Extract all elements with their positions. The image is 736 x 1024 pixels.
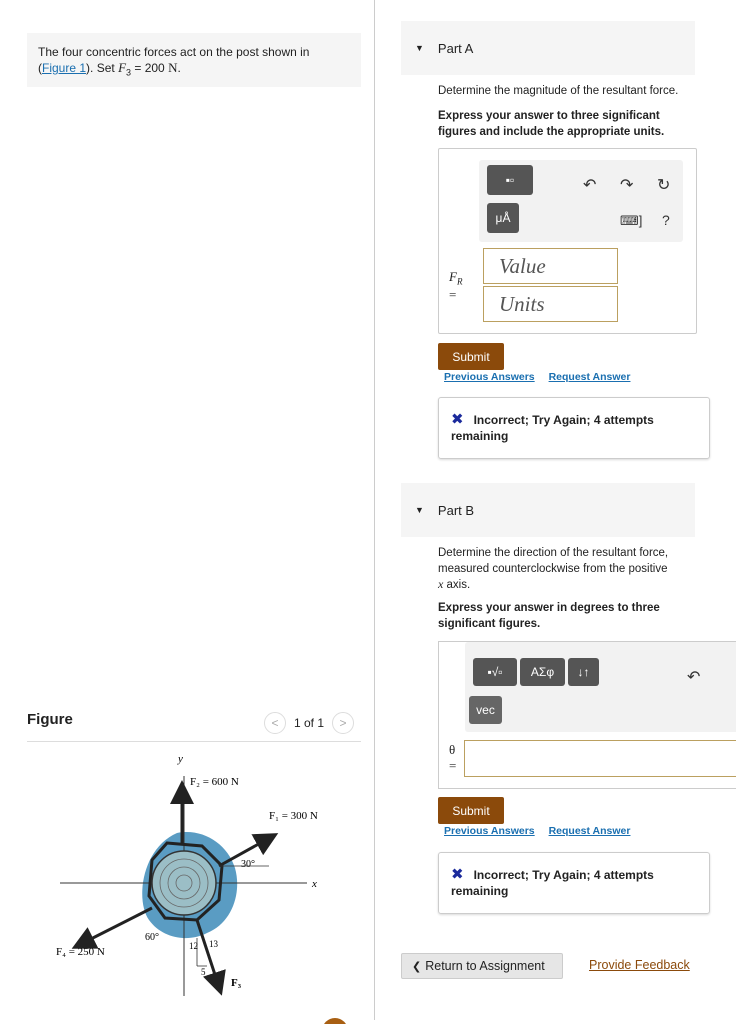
problem-period: . xyxy=(177,61,181,75)
theta-symbol: θ xyxy=(449,742,456,757)
f3-symbol: F xyxy=(118,60,127,75)
incorrect-icon: ✖ xyxy=(451,411,464,428)
figure-divider xyxy=(27,741,361,742)
redo-icon[interactable]: ↷ xyxy=(620,177,634,194)
slope-5-label: 5 xyxy=(201,967,206,977)
angle-30-label: 30° xyxy=(241,859,255,870)
undo-icon[interactable]: ↶ xyxy=(583,177,597,194)
x-variable: x xyxy=(438,577,444,591)
f2-label: F₂ = 600 N xyxy=(190,776,239,788)
problem-text-after: ). Set xyxy=(86,61,115,75)
x-axis-label: x xyxy=(312,878,317,890)
f1-label: F₁ = 300 N xyxy=(269,810,318,822)
part-a-feedback-text: Incorrect; Try Again; 4 attempts remaining xyxy=(451,413,654,443)
units-button[interactable]: μÅ xyxy=(487,203,519,233)
f4-label: F₄ = 250 N xyxy=(56,946,105,958)
f3-value: = 200 xyxy=(131,61,169,75)
arrows-button[interactable]: ↓↑ xyxy=(568,658,599,686)
problem-text: The four concentric forces act on the post shown in xyxy=(38,45,310,59)
undo-icon[interactable]: ↶ xyxy=(687,669,701,686)
units-input[interactable]: Units xyxy=(483,286,618,322)
part-b-links xyxy=(444,825,641,837)
column-divider xyxy=(374,0,375,1020)
fr-symbol: F xyxy=(449,269,457,284)
return-to-assignment-button[interactable] xyxy=(401,953,563,979)
provide-feedback-link[interactable]: Provide Feedback xyxy=(589,958,690,972)
part-b-request-answer-link[interactable]: Request Answer xyxy=(548,825,631,837)
figure-link[interactable]: Figure 1 xyxy=(42,61,87,75)
incorrect-icon: ✖ xyxy=(451,866,464,883)
part-b-feedback-text: Incorrect; Try Again; 4 attempts remaining xyxy=(451,868,654,898)
keyboard-icon[interactable]: ⌨] xyxy=(620,213,643,228)
prev-figure-button[interactable]: < xyxy=(264,712,286,734)
theta-equals: = xyxy=(449,758,457,773)
reset-icon[interactable]: ↻ xyxy=(657,177,671,194)
f3-subscript: 3 xyxy=(126,67,132,78)
f3-label: F₃ xyxy=(231,977,242,989)
f4-arrow xyxy=(77,908,152,946)
help-icon[interactable]: ? xyxy=(662,212,670,228)
problem-statement xyxy=(27,33,361,87)
part-b-toolbar xyxy=(465,642,736,732)
collapse-icon[interactable]: ▼ xyxy=(415,505,424,515)
part-a-feedback xyxy=(438,397,710,459)
fr-equals: = xyxy=(449,287,457,302)
figure-title: Figure xyxy=(27,711,73,728)
part-a-question: Determine the magnitude of the resultant force. xyxy=(438,85,679,97)
fr-label xyxy=(449,269,462,287)
part-a-instruction: Express your answer to three significant figures and include the appropriate units. xyxy=(438,110,665,138)
part-b-question-text: Determine the direction of the resultant force, measured counterclockwise from the positive xyxy=(438,547,669,575)
y-axis-label: y xyxy=(178,753,183,765)
greek-button[interactable]: ΑΣφ xyxy=(520,658,565,686)
part-b-question-end: axis. xyxy=(443,579,471,591)
collapse-icon[interactable]: ▼ xyxy=(415,43,424,53)
f3-unit: N xyxy=(168,60,178,75)
part-b-question xyxy=(438,546,700,594)
part-b-header[interactable] xyxy=(401,483,695,537)
part-a-label: Part A xyxy=(437,40,474,56)
part-a-previous-answers-link[interactable]: Previous Answers xyxy=(444,371,535,383)
slope-12-label: 12 xyxy=(189,941,198,951)
figure-pager xyxy=(264,712,354,734)
template-sqrt-button[interactable]: ▪√▫ xyxy=(473,658,517,686)
part-a-submit-button[interactable]: Submit xyxy=(438,343,504,370)
vec-button[interactable]: vec xyxy=(469,696,502,724)
pager-text: 1 of 1 xyxy=(294,716,325,730)
return-label: Return to Assignment xyxy=(425,959,545,973)
help-bubble-icon[interactable] xyxy=(322,1018,348,1024)
angle-60-label: 60° xyxy=(145,932,159,943)
template-button[interactable]: ▪▫ xyxy=(487,165,533,195)
slope-13-label: 13 xyxy=(209,939,218,949)
angle-input[interactable] xyxy=(464,740,736,777)
part-b-submit-button[interactable]: Submit xyxy=(438,797,504,824)
part-a-request-answer-link[interactable]: Request Answer xyxy=(548,371,631,383)
part-b-feedback xyxy=(438,852,710,914)
part-b-previous-answers-link[interactable]: Previous Answers xyxy=(444,825,535,837)
part-b-instruction: Express your answer in degrees to three significant figures. xyxy=(438,602,660,630)
part-b-label: Part B xyxy=(437,502,475,518)
part-a-header[interactable] xyxy=(401,21,695,75)
open-paren: ( xyxy=(38,61,42,75)
part-a-links xyxy=(444,371,641,383)
next-figure-button[interactable]: > xyxy=(332,712,354,734)
chevron-left-icon: ❮ xyxy=(412,960,422,973)
fr-subscript: R xyxy=(456,276,463,287)
force-diagram xyxy=(27,748,361,1000)
value-input[interactable]: Value xyxy=(483,248,618,284)
post xyxy=(152,851,216,915)
